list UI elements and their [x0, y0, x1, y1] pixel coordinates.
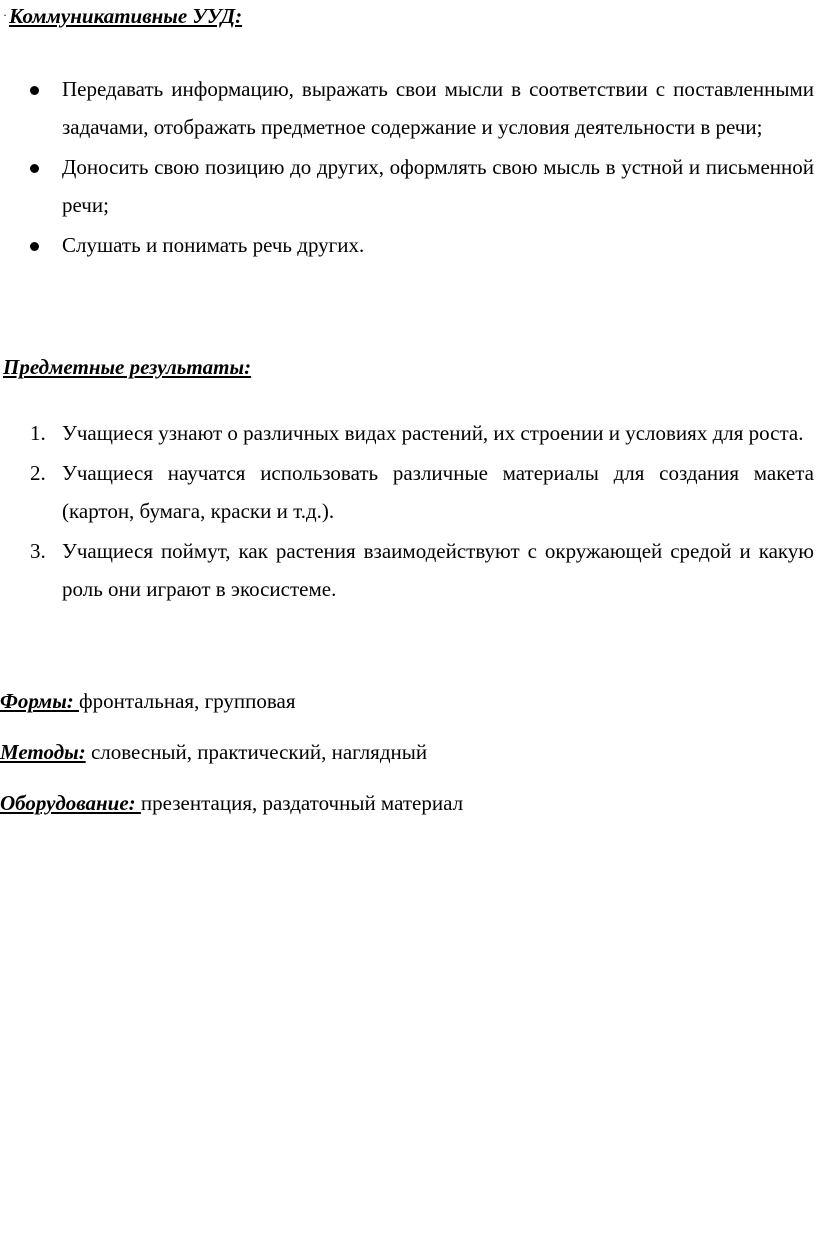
subject-results-heading: Предметные результаты:	[3, 355, 252, 379]
list-number: 3.	[30, 539, 46, 563]
bullet-icon	[30, 164, 39, 173]
list-item	[0, 70, 816, 146]
lesson-meta	[0, 688, 463, 841]
list-item	[0, 532, 816, 608]
equipment-label: Оборудование:	[0, 791, 141, 815]
list-item	[0, 148, 816, 224]
list-item-text: Слушать и понимать речь других.	[62, 233, 365, 257]
list-item-text: Учащиеся научатся использовать различные материалы для создания макета (картон, бумага, краски и т.д.).	[62, 461, 814, 523]
list-item-text: Передавать информацию, выражать свои мысли в соответствии с поставленными задачами, отображать предметное содержание и условия деятельности в речи;	[62, 77, 814, 139]
forms-label: Формы:	[0, 689, 80, 713]
list-item	[0, 226, 816, 264]
equipment-row	[0, 790, 463, 816]
methods-row	[0, 739, 463, 765]
subject-results-list	[0, 414, 816, 610]
communicative-list	[0, 70, 816, 266]
list-item-text: Доносить свою позицию до других, оформлять свою мысль в устной и письменной речи;	[62, 155, 814, 217]
list-number: 2.	[30, 461, 46, 485]
list-item	[0, 414, 816, 452]
list-item	[0, 454, 816, 530]
list-item-text: Учащиеся поймут, как растения взаимодействуют с окружающей средой и какую роль они играют в экосистеме.	[62, 539, 814, 601]
heading-dot: ·	[3, 8, 7, 22]
bullet-icon	[30, 86, 39, 95]
methods-label: Методы:	[0, 740, 86, 764]
forms-row	[0, 688, 463, 714]
forms-value: фронтальная, групповая	[79, 689, 296, 713]
bullet-icon	[30, 242, 39, 251]
communicative-heading	[3, 2, 242, 29]
communicative-heading-text: Коммуникативные УУД:	[9, 4, 243, 28]
list-item-text: Учащиеся узнают о различных видах растений, их строении и условиях для роста.	[62, 421, 804, 445]
equipment-value: презентация, раздаточный материал	[140, 791, 464, 815]
list-number: 1.	[30, 421, 46, 445]
methods-value: словесный, практический, наглядный	[85, 740, 428, 764]
